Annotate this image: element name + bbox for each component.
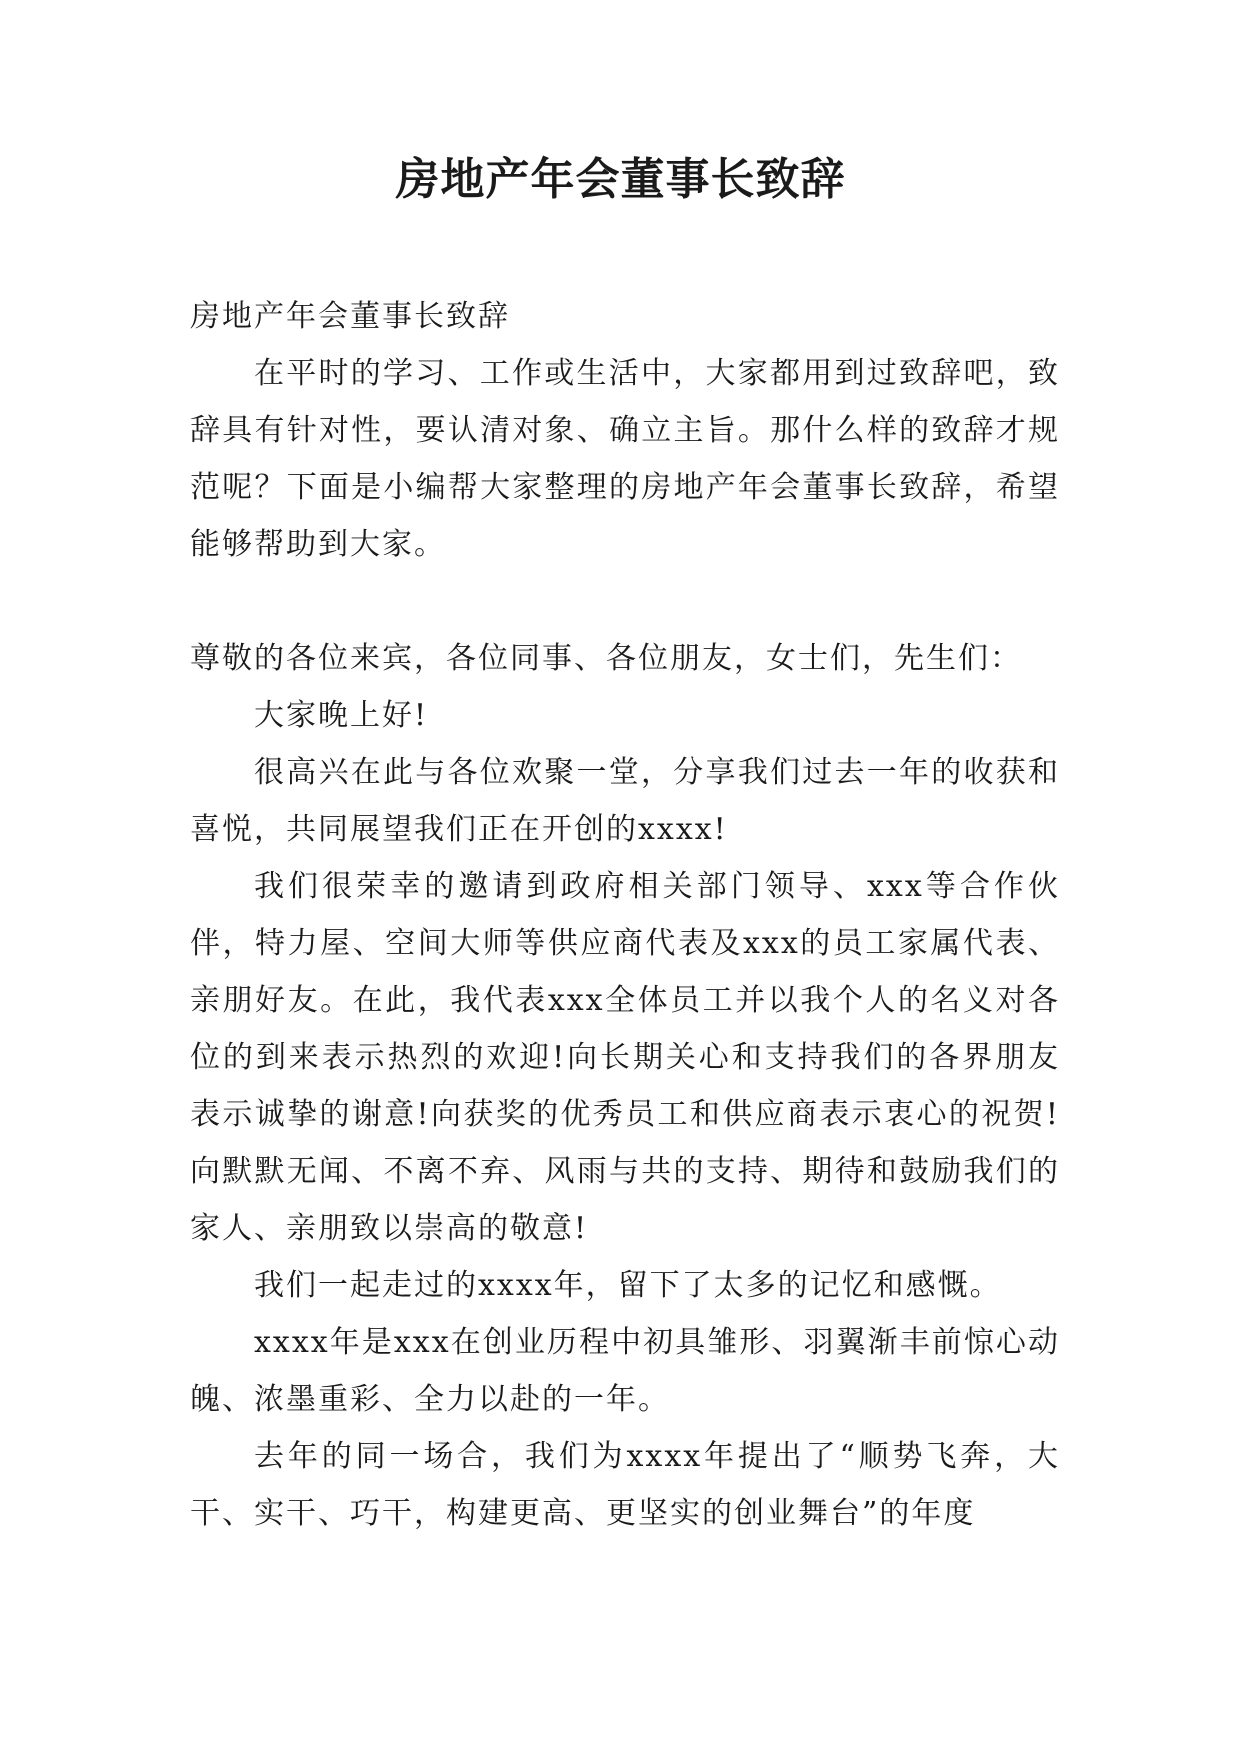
paragraph: 我们很荣幸的邀请到政府相关部门领导、xxx等合作伙伴，特力屋、空间大师等供应商代表及xxx的员工家属代表、亲朋好友。在此，我代表xxx全体员工并以我个人的名义对各位的到来表示热烈的欢迎!向长期关心和支持我们的各界朋友表示诚挚的谢意!向获奖的优秀员工和供应商表示衷心的祝贺!向默默无闻、不离不弃、风雨与共的支持、期待和鼓励我们的家人、亲朋致以崇高的敬意! xyxy=(190,869,1060,1246)
document-body xyxy=(190,288,1060,1542)
paragraph: 我们一起走过的xxxx年，留下了太多的记忆和感慨。 xyxy=(254,1268,1002,1303)
salutation: 尊敬的各位来宾，各位同事、各位朋友，女士们，先生们： xyxy=(190,641,1022,676)
paragraph: xxxx年是xxx在创业历程中初具雏形、羽翼渐丰前惊心动魄、浓墨重彩、全力以赴的一年。 xyxy=(190,1325,1060,1417)
document-title: 房地产年会董事长致辞 xyxy=(395,154,846,205)
intro-paragraph: 在平时的学习、工作或生活中，大家都用到过致辞吧，致辞具有针对性，要认清对象、确立主旨。那什么样的致辞才规范呢？下面是小编帮大家整理的房地产年会董事长致辞，希望能够帮助到大家。 xyxy=(190,356,1060,562)
paragraph: 大家晚上好! xyxy=(254,698,429,733)
paragraph: 很高兴在此与各位欢聚一堂，分享我们过去一年的收获和喜悦，共同展望我们正在开创的xxxx! xyxy=(190,755,1060,847)
document-subtitle: 房地产年会董事长致辞 xyxy=(190,299,510,334)
paragraph: 去年的同一场合，我们为xxxx年提出了“顺势飞奔，大干、实干、巧干，构建更高、更坚实的创业舞台”的年度 xyxy=(190,1439,1060,1531)
